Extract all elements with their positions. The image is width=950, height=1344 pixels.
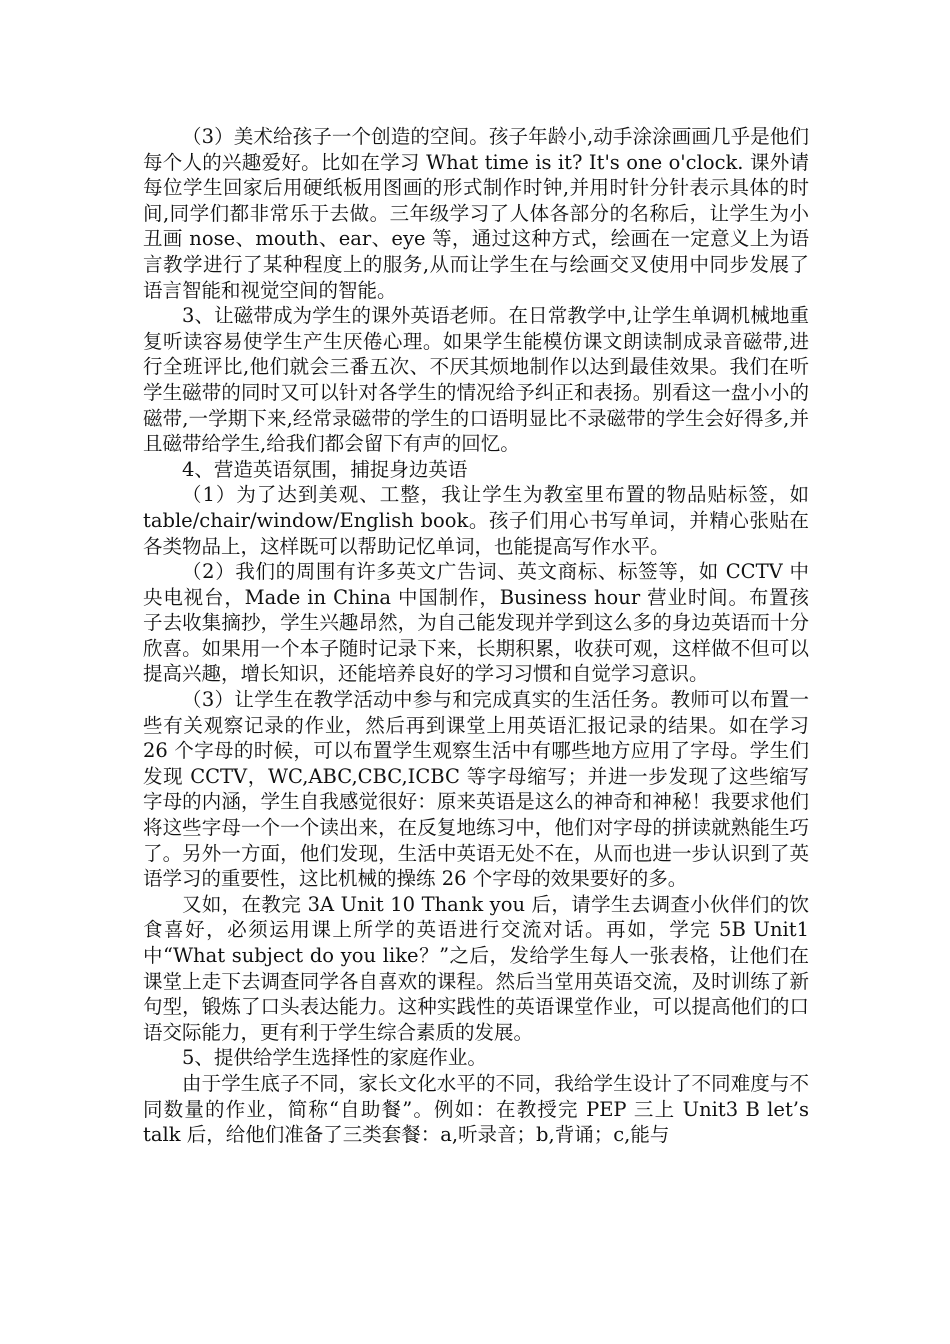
paragraph-heading-english-atmosphere: 4、营造英语氛围，捕捉身边英语: [182, 457, 468, 481]
document-body: [143, 124, 809, 1148]
paragraph-heading-homework: 5、提供给学生选择性的家庭作业。: [182, 1046, 487, 1070]
paragraph-buffet-homework: 由于学生底子不同，家长文化水平的不同，我给学生设计了不同难度与不同数量的作业，简称“自助餐”。例如：在教授完 PEP 三上 Unit3 B let’s talk 后，给他们准备了三类套餐：a,听录音；b,背诵；c,能与: [143, 1071, 809, 1147]
paragraph-life-tasks: （3）让学生在教学活动中参与和完成真实的生活任务。教师可以布置一些有关观察记录的作业，然后再到课堂上用英语汇报记录的结果。如在学习 26 个字母的时候，可以布置学生观察生活中有哪些地方应用了字母。学生们发现 CCTV，WC,ABC,CBC,ICBC 等字母缩写；并进一步发现了这些缩写字母的内涵，学生自我感觉很好：原来英语是这么的神奇和神秘！我要求他们将这些字母一个一个读出来，在反复地练习中，他们对字母的拼读就熟能生巧了。另外一方面，他们发现，生活中英语无处不在，从而也进一步认识到了英语学习的重要性，这比机械的操练 26 个字母的效果要好的多。: [143, 688, 809, 891]
paragraph-labels: （1）为了达到美观、工整，我让学生为教室里布置的物品贴标签，如 table/chair/window/English book。孩子们用心书写单词，并精心张贴在各类物品上，这样既可以帮助记忆单词，也能提高写作水平。: [143, 483, 809, 558]
paragraph-art-activity: （3）美术给孩子一个创造的空间。孩子年龄小,动手涂涂画画几乎是他们每个人的兴趣爱好。比如在学习 What time is it? It's one o'clock. 课外请每位学生回家后用硬纸板用图画的形式制作时钟,并用时针分针表示具体的时间,同学们都非常乐于去做。三年级学习了人体各部分的名称后，让学生为小丑画 nose、mouth、ear、eye 等，通过这种方式，绘画在一定意义上为语言教学进行了某种程度上的服务,从而让学生在与绘画交叉使用中同步发展了语言智能和视觉空间的智能。: [143, 125, 809, 302]
paragraph-survey-examples: 又如，在教完 3A Unit 10 Thank you 后，请学生去调查小伙伴们的饮食喜好，必须运用课上所学的英语进行交流对话。再如，学完 5B Unit1 中“What subject do you like？”之后，发给学生每人一张表格，让他们在课堂上走下去调查同学各自喜欢的课程。然后当堂用英语交流，及时训练了新句型，锻炼了口头表达能力。这种实践性的英语课堂作业，可以提高他们的口语交际能力，更有利于学生综合素质的发展。: [143, 892, 809, 1044]
paragraph-signs-collection: （2）我们的周围有许多英文广告词、英文商标、标签等，如 CCTV 中央电视台，Made in China 中国制作，Business hour 营业时间。布置孩子去收集摘抄，学生兴趣昂然，为自己能发现并学到这么多的身边英语而十分欣喜。如果用一个本子随时记录下来，长期积累，收获可观，这样做不但可以提高兴趣，增长知识，还能培养良好的学习习惯和自觉学习意识。: [143, 560, 809, 686]
paragraph-tape-recording: 3、让磁带成为学生的课外英语老师。在日常教学中,让学生单调机械地重复听读容易使学生产生厌倦心理。如果学生能模仿课文朗读制成录音磁带,进行全班评比,他们就会三番五次、不厌其烦地制作以达到最佳效果。我们在听学生磁带的同时又可以针对各学生的情况给予纠正和表扬。别看这一盘小小的磁带,一学期下来,经常录磁带的学生的口语明显比不录磁带的学生会好得多,并且磁带给学生,给我们都会留下有声的回忆。: [143, 304, 809, 456]
